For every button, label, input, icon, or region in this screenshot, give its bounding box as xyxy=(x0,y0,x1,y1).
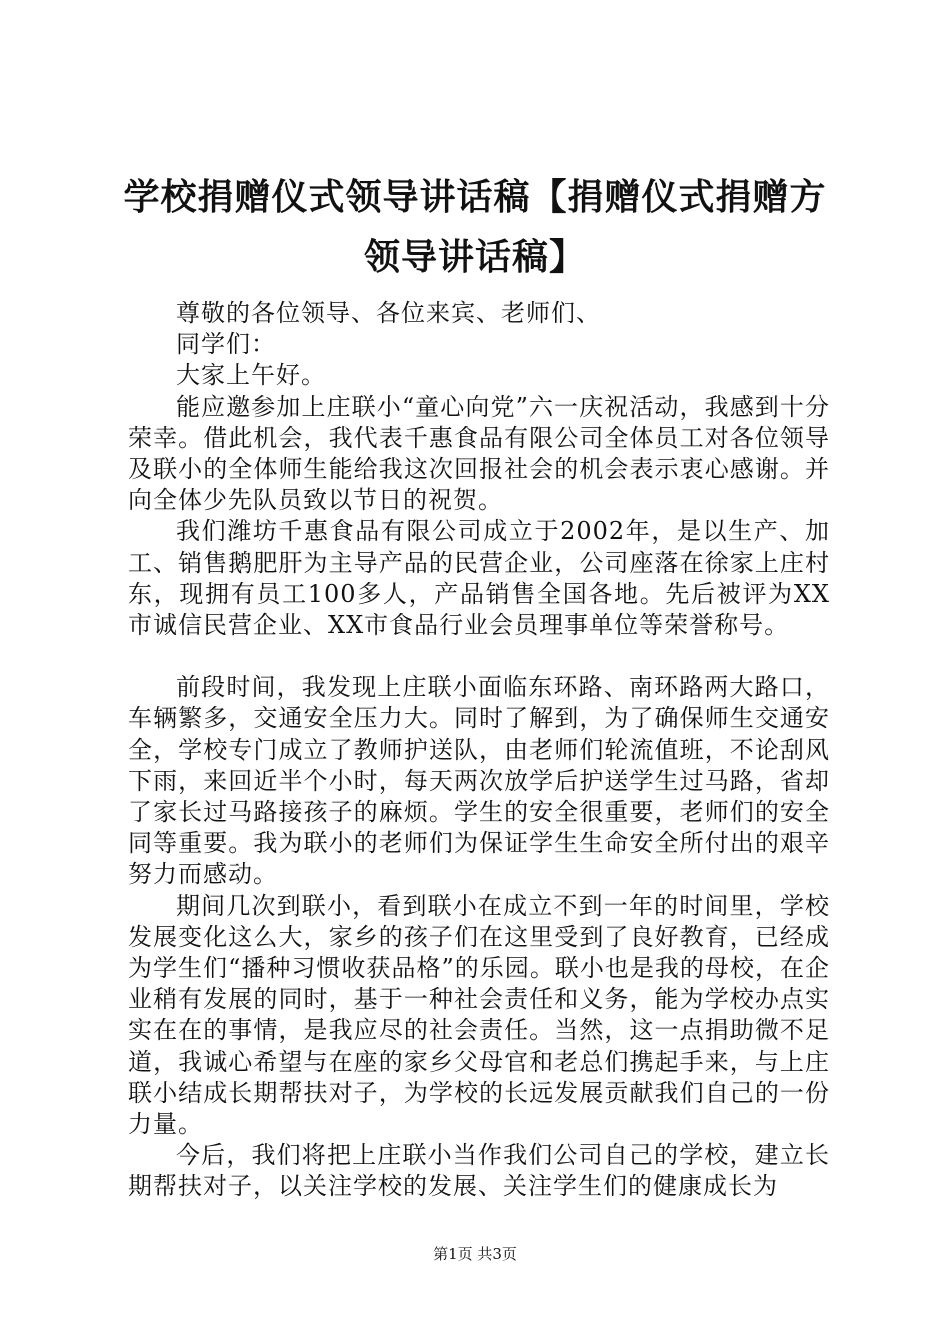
document-body xyxy=(128,298,830,1203)
body-paragraph: 能应邀参加上庄联小“童心向党”六一庆祝活动，我感到十分荣幸。借此机会，我代表千惠食品有限公司全体员工对各位领导及联小的全体师生能给我这次回报社会的机会表示衷心感谢。并向全体少先队员致以节日的祝贺。 xyxy=(128,392,830,515)
body-paragraph: 期间几次到联小，看到联小在成立不到一年的时间里，学校发展变化这么大，家乡的孩子们在这里受到了良好教育，已经成为学生们“播种习惯收获品格”的乐园。联小也是我的母校，在企业稍有发展的同时，基于一种社会责任和义务，能为学校办点实实在在的事情，是我应尽的社会责任。当然，这一点捐助微不足道，我诚心希望与在座的家乡父母官和老总们携起手来，与上庄联小结成长期帮扶对子，为学校的长远发展贡献我们自己的一份力量。 xyxy=(128,891,830,1139)
greeting-paragraph: 大家上午好。 xyxy=(176,361,326,390)
page-footer: 第1页 共3页 xyxy=(433,1245,517,1263)
body-paragraph: 今后，我们将把上庄联小当作我们公司自己的学校，建立长期帮扶对子，以关注学校的发展、关注学生们的健康成长为 xyxy=(128,1141,830,1201)
body-paragraph: 前段时间，我发现上庄联小面临东环路、南环路两大路口，车辆繁多，交通安全压力大。同时了解到，为了确保师生交通安全，学校专门成立了教师护送队，由老师们轮流值班，不论刮风下雨，来回近半个小时，每天两次放学后护送学生过马路，省却了家长过马路接孩子的麻烦。学生的安全很重要，老师们的安全同等重要。我为联小的老师们为保证学生生命安全所付出的艰辛努力而感动。 xyxy=(128,673,830,889)
salutation-line-1: 尊敬的各位领导、各位来宾、老师们、 xyxy=(176,299,601,327)
body-paragraph: 我们潍坊千惠食品有限公司成立于2002年，是以生产、加工、销售鹅肥肝为主导产品的民营企业，公司座落在徐家上庄村东，现拥有员工100多人，产品销售全国各地。先后被评为XX市诚信民营企业、XX市食品行业会员理事单位等荣誉称号。 xyxy=(128,517,830,640)
paragraph-gap xyxy=(128,641,830,672)
document-title: 学校捐赠仪式领导讲话稿【捐赠仪式捐赠方领导讲话稿】 xyxy=(123,177,827,278)
salutation-line-2: 同学们： xyxy=(176,330,276,359)
